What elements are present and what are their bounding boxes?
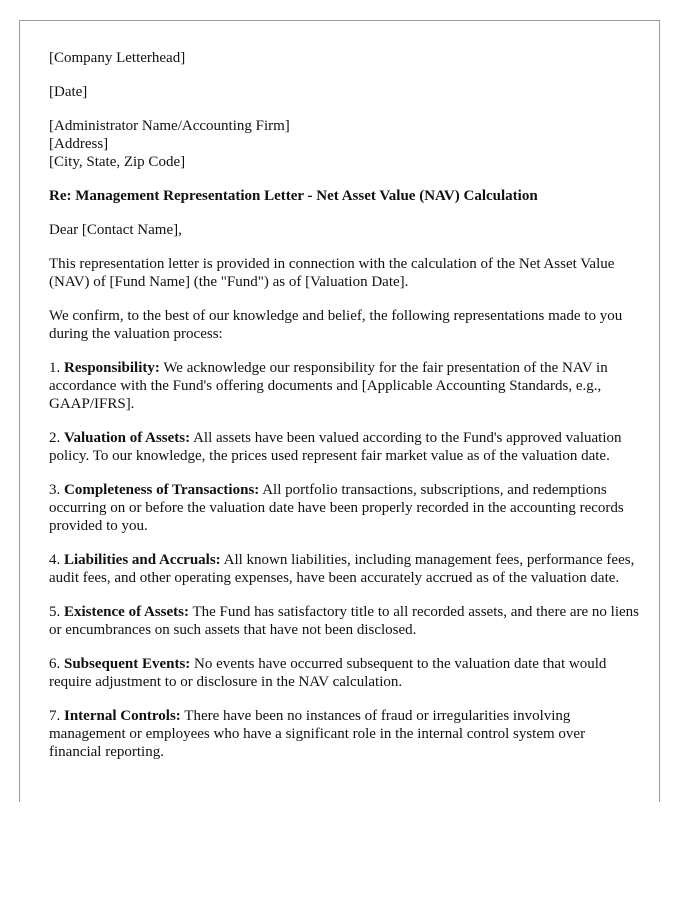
salutation: Dear [Contact Name], [49, 222, 182, 238]
subject-line: Re: Management Representation Letter - Net Asset Value (NAV) Calculation [49, 188, 538, 204]
item-label: Existence of Assets: [64, 604, 189, 620]
representation-item [49, 481, 639, 535]
recipient-address-block [49, 117, 639, 171]
item-text: The Fund has satisfactory title to all recorded assets, and there are no liens or encumbrances on such assets that have not been disclosed. [49, 604, 639, 638]
item-text: All assets have been valued according to the Fund's approved valuation policy. To our knowledge, the prices used represent fair market value as of the valuation date. [49, 430, 622, 464]
item-text: All portfolio transactions, subscriptions, and redemptions occurring on or before the valuation date have been properly recorded in the accounting records provided to you. [49, 482, 624, 534]
item-text: There have been no instances of fraud or irregularities involving management or employees who have a significant role in the internal control system over financial reporting. [49, 708, 586, 760]
item-number: 5. [49, 604, 61, 620]
letter-date: [Date] [49, 84, 88, 100]
representation-item [49, 429, 639, 465]
item-label: Responsibility: [64, 360, 160, 376]
item-text: We acknowledge our responsibility for the fair presentation of the NAV in accordance with the Fund's offering documents and [Applicable Accounting Standards, e.g., GAAP/IFRS]. [49, 360, 608, 412]
item-number: 7. [49, 708, 61, 724]
item-label: Completeness of Transactions: [64, 482, 260, 498]
recipient-address: [Address] [49, 136, 109, 152]
company-letterhead: [Company Letterhead] [49, 50, 186, 66]
item-label: Internal Controls: [64, 708, 181, 724]
intro-paragraph: This representation letter is provided in connection with the calculation of the Net Asset Value (NAV) of [Fund Name] (the "Fund") as of [Valuation Date]. [49, 256, 615, 290]
representation-item [49, 551, 639, 587]
item-label: Liabilities and Accruals: [64, 552, 221, 568]
letter-page [19, 20, 660, 802]
representation-item [49, 655, 639, 691]
representation-item [49, 359, 639, 413]
item-text: All known liabilities, including management fees, performance fees, audit fees, and other operating expenses, have been accurately accrued as of the valuation date. [49, 552, 635, 586]
item-number: 6. [49, 656, 61, 672]
item-label: Valuation of Assets: [64, 430, 191, 446]
recipient-name: [Administrator Name/Accounting Firm] [49, 118, 290, 134]
item-number: 4. [49, 552, 61, 568]
representation-item [49, 603, 639, 639]
letter-body [49, 49, 639, 777]
item-number: 3. [49, 482, 61, 498]
recipient-city-state-zip: [City, State, Zip Code] [49, 154, 186, 170]
confirmation-paragraph: We confirm, to the best of our knowledge and belief, the following representations made to you during the valuation process: [49, 308, 623, 342]
item-number: 1. [49, 360, 61, 376]
item-label: Subsequent Events: [64, 656, 191, 672]
item-number: 2. [49, 430, 61, 446]
representation-item [49, 707, 639, 761]
item-text: No events have occurred subsequent to the valuation date that would require adjustment to or disclosure in the NAV calculation. [49, 656, 607, 690]
